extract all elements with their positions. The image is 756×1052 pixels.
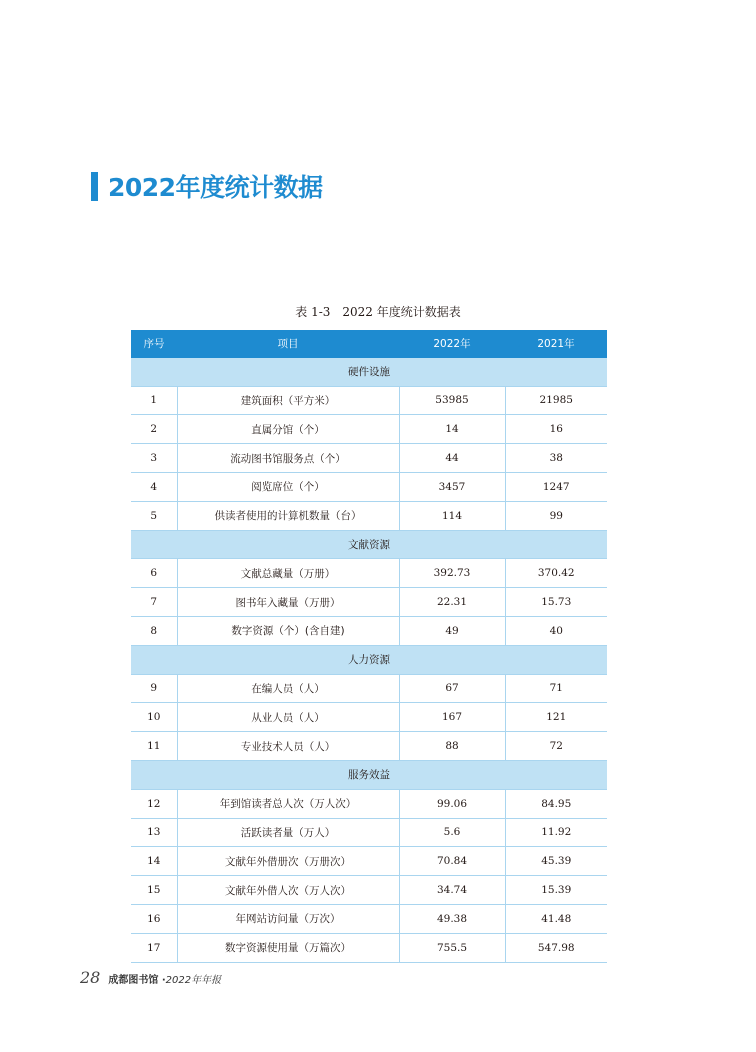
row-item: 流动图书馆服务点（个） [177, 444, 399, 473]
page-heading [91, 170, 323, 202]
row-item: 数字资源使用量（万篇次） [177, 933, 399, 962]
section-title: 硬件设施 [131, 358, 607, 386]
table-row [131, 904, 607, 933]
row-index: 9 [131, 674, 177, 703]
section-row [131, 760, 607, 789]
row-index: 6 [131, 559, 177, 588]
table-row [131, 933, 607, 962]
section-row [131, 645, 607, 674]
row-value-2022: 99.06 [399, 789, 505, 818]
table-row [131, 415, 607, 444]
row-value-2022: 49 [399, 616, 505, 645]
table-row [131, 732, 607, 761]
header-2022: 2022年 [399, 330, 505, 358]
table-row [131, 501, 607, 530]
row-index: 2 [131, 415, 177, 444]
row-value-2021: 99 [505, 501, 607, 530]
row-value-2021: 370.42 [505, 559, 607, 588]
table-row [131, 876, 607, 905]
row-value-2021: 547.98 [505, 933, 607, 962]
section-title: 文献资源 [131, 530, 607, 559]
row-item: 文献年外借人次（万人次） [177, 876, 399, 905]
table-row [131, 588, 607, 617]
row-index: 7 [131, 588, 177, 617]
row-index: 5 [131, 501, 177, 530]
row-value-2022: 34.74 [399, 876, 505, 905]
row-index: 10 [131, 703, 177, 732]
table-row [131, 674, 607, 703]
row-item: 在编人员（人） [177, 674, 399, 703]
section-title: 服务效益 [131, 760, 607, 789]
row-value-2021: 71 [505, 674, 607, 703]
section-title: 人力资源 [131, 645, 607, 674]
row-item: 文献总藏量（万册） [177, 559, 399, 588]
table-row [131, 703, 607, 732]
row-index: 17 [131, 933, 177, 962]
header-index: 序号 [131, 330, 177, 358]
row-value-2021: 38 [505, 444, 607, 473]
row-item: 年到馆读者总人次（万人次） [177, 789, 399, 818]
row-index: 12 [131, 789, 177, 818]
row-value-2022: 392.73 [399, 559, 505, 588]
row-item: 活跃读者量（万人） [177, 818, 399, 847]
row-value-2021: 16 [505, 415, 607, 444]
row-value-2022: 44 [399, 444, 505, 473]
heading-accent-bar [91, 172, 98, 201]
row-item: 从业人员（人） [177, 703, 399, 732]
table-body [131, 358, 607, 962]
table-row [131, 386, 607, 415]
row-value-2022: 88 [399, 732, 505, 761]
row-value-2022: 167 [399, 703, 505, 732]
statistics-table [131, 330, 607, 963]
publication-name: 成都图书馆 · [108, 975, 166, 986]
row-index: 11 [131, 732, 177, 761]
table-row [131, 472, 607, 501]
row-value-2021: 41.48 [505, 904, 607, 933]
row-value-2021: 84.95 [505, 789, 607, 818]
row-value-2022: 14 [399, 415, 505, 444]
row-value-2021: 121 [505, 703, 607, 732]
section-row [131, 530, 607, 559]
row-value-2022: 5.6 [399, 818, 505, 847]
row-value-2022: 49.38 [399, 904, 505, 933]
row-item: 图书年入藏量（万册） [177, 588, 399, 617]
row-value-2022: 114 [399, 501, 505, 530]
table-header-row [131, 330, 607, 358]
row-index: 16 [131, 904, 177, 933]
row-index: 13 [131, 818, 177, 847]
row-value-2022: 755.5 [399, 933, 505, 962]
table-row [131, 616, 607, 645]
table-row [131, 559, 607, 588]
header-item: 项目 [177, 330, 399, 358]
row-value-2021: 21985 [505, 386, 607, 415]
row-index: 14 [131, 847, 177, 876]
row-index: 1 [131, 386, 177, 415]
row-value-2021: 1247 [505, 472, 607, 501]
page-footer [80, 968, 221, 987]
section-row [131, 358, 607, 386]
row-value-2021: 72 [505, 732, 607, 761]
row-value-2021: 45.39 [505, 847, 607, 876]
row-index: 4 [131, 472, 177, 501]
row-value-2021: 15.39 [505, 876, 607, 905]
row-item: 数字资源（个）(含自建) [177, 616, 399, 645]
table-row [131, 789, 607, 818]
row-item: 文献年外借册次（万册次） [177, 847, 399, 876]
header-2021: 2021年 [505, 330, 607, 358]
table-row [131, 847, 607, 876]
row-index: 3 [131, 444, 177, 473]
row-value-2021: 40 [505, 616, 607, 645]
row-item: 供读者使用的计算机数量（台） [177, 501, 399, 530]
row-value-2022: 53985 [399, 386, 505, 415]
row-value-2021: 11.92 [505, 818, 607, 847]
table-caption: 表 1-3 2022 年度统计数据表 [295, 305, 461, 319]
row-item: 阅览席位（个） [177, 472, 399, 501]
row-value-2022: 70.84 [399, 847, 505, 876]
table-row [131, 818, 607, 847]
row-value-2022: 22.31 [399, 588, 505, 617]
report-title: 2022年年报 [165, 975, 222, 986]
table-row [131, 444, 607, 473]
row-value-2022: 67 [399, 674, 505, 703]
page-number: 28 [80, 968, 101, 987]
row-value-2022: 3457 [399, 472, 505, 501]
row-item: 建筑面积（平方米） [177, 386, 399, 415]
row-index: 15 [131, 876, 177, 905]
heading-title: 2022年度统计数据 [108, 173, 323, 202]
row-item: 直属分馆（个） [177, 415, 399, 444]
row-item: 年网站访问量（万次） [177, 904, 399, 933]
row-index: 8 [131, 616, 177, 645]
row-item: 专业技术人员（人） [177, 732, 399, 761]
row-value-2021: 15.73 [505, 588, 607, 617]
